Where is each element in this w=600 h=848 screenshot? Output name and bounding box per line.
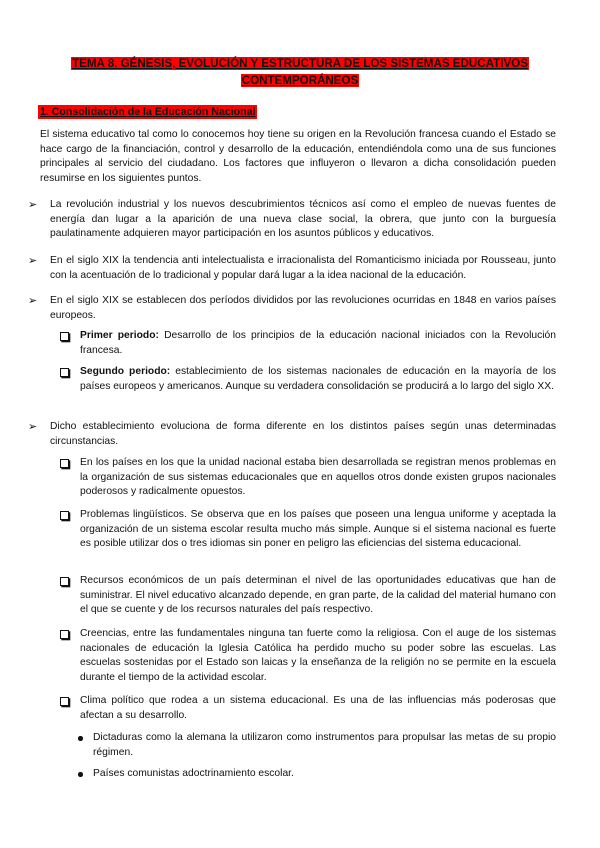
bullet-item: Dictaduras como la alemana la utilizaron como instrumentos para propulsar las metas de su propio régimen. — [93, 732, 556, 758]
arrow-bullet-icon: ➢ — [28, 295, 38, 307]
sub-point-text: Clima político que rodea a un sistema educacional. Es una de las influencias más poderosas que afectan a su desarrollo. — [80, 695, 556, 721]
section-heading: 1. Consolidación de la Educación Nacional — [40, 106, 256, 118]
intro-paragraph: El sistema educativo tal como lo conocemos hoy tiene su origen en la Revolución francesa cuando el Estado se hace cargo de la financiación, control y desarrollo de la educación, entendiéndola como una de sus funciones principales al servicio del ciudadano. Los factores que influyeron o llevaron a dicha consolidación pueden resumirse en los siguientes puntos. — [40, 129, 556, 184]
sub-point — [80, 365, 556, 394]
square-bullet-icon — [60, 577, 69, 586]
sub-point-text: Creencias, entre las fundamentales ninguna tan fuerte como la religiosa. Con el auge de los sistemas nacionales de educación la Iglesia Católica ha perdido mucho su poder sobre las escuelas. Las escuelas sostenidas por el Estado son laicas y la enseñanza de la religión no se permite en la escuela durante el tiempo de la actividad escolar. — [80, 628, 556, 683]
square-bullet-icon — [60, 332, 69, 341]
sub-point-text: Problemas lingüísticos. Se observa que en los países que poseen una lengua uniforme y aceptada la organización de un sistema escolar resulta mucho más simple. Aunque si el sistema nacional es fuerte es posible utilizar dos o tres idiomas sin poner en peligro las eficiencias del sistema educacional. — [80, 509, 556, 550]
arrow-bullet-icon: ➢ — [28, 199, 38, 211]
sub-point-label: Segundo periodo: — [80, 366, 171, 377]
arrow-bullet-icon: ➢ — [28, 421, 38, 433]
point-text: En el siglo XIX se establecen dos períodos divididos por las revoluciones ocurridas en 1848 en varios países europeos. — [50, 295, 556, 321]
sub-point-text: establecimiento de los sistemas nacionales de educación en la mayoría de los países europeos y americanos. Aunque su verdadera consolidación se producirá a lo largo del siglo XX. — [80, 366, 556, 392]
sub-point-text: En los países en los que la unidad nacional estaba bien desarrollada se registran menos problemas en la organización de sus sistemas educacionales que en aquellos otros donde existen grupos nacionales poderosos y radicalmente opuestos. — [80, 457, 556, 498]
sub-point — [80, 329, 556, 358]
square-bullet-icon — [60, 368, 69, 377]
sub-point-label: Primer periodo: — [80, 330, 159, 341]
dot-bullet-icon — [78, 772, 83, 777]
point-text: Dicho establecimiento evoluciona de forma diferente en los distintos países según unas determinadas circunstancias. — [50, 421, 556, 447]
bullet-item: Países comunistas adoctrinamiento escolar. — [93, 768, 294, 779]
point-text: En el siglo XIX la tendencia anti intelectualista e irracionalista del Romanticismo iniciada por Rousseau, junto con la acentuación de lo tradicional y popular dará lugar a la idea nacional de la educación. — [50, 255, 556, 281]
arrow-bullet-icon: ➢ — [28, 255, 38, 267]
dot-bullet-icon — [78, 736, 83, 741]
square-bullet-icon — [60, 459, 69, 468]
title-block — [60, 56, 540, 89]
sub-point-text: Recursos económicos de un país determinan el nivel de las oportunidades educativas que han de suministrar. El nivel educativo alcanzado depende, en gran parte, de la calidad del material humano con el que se cuente y de los recursos naturales del país respectivo. — [80, 575, 556, 616]
square-bullet-icon — [60, 511, 69, 520]
sub-point-text: Desarrollo de los principios de la educación nacional iniciados con la Revolución francesa. — [80, 330, 556, 356]
square-bullet-icon — [60, 697, 69, 706]
document-title: TEMA 8. GÉNESIS, EVOLUCIÓN Y ESTRUCTURA DE LOS SISTEMAS EDUCATIVOS CONTEMPORÁNEOS — [72, 57, 528, 87]
square-bullet-icon — [60, 630, 69, 639]
point-text: La revolución industrial y los nuevos descubrimientos técnicos así como el empleo de nuevas fuentes de energía dan lugar a la aparición de una nueva clase social, la obrera, que junto con la burguesía paulatinamente adquieren mayor participación en los asuntos públicos y educativos. — [50, 199, 556, 240]
